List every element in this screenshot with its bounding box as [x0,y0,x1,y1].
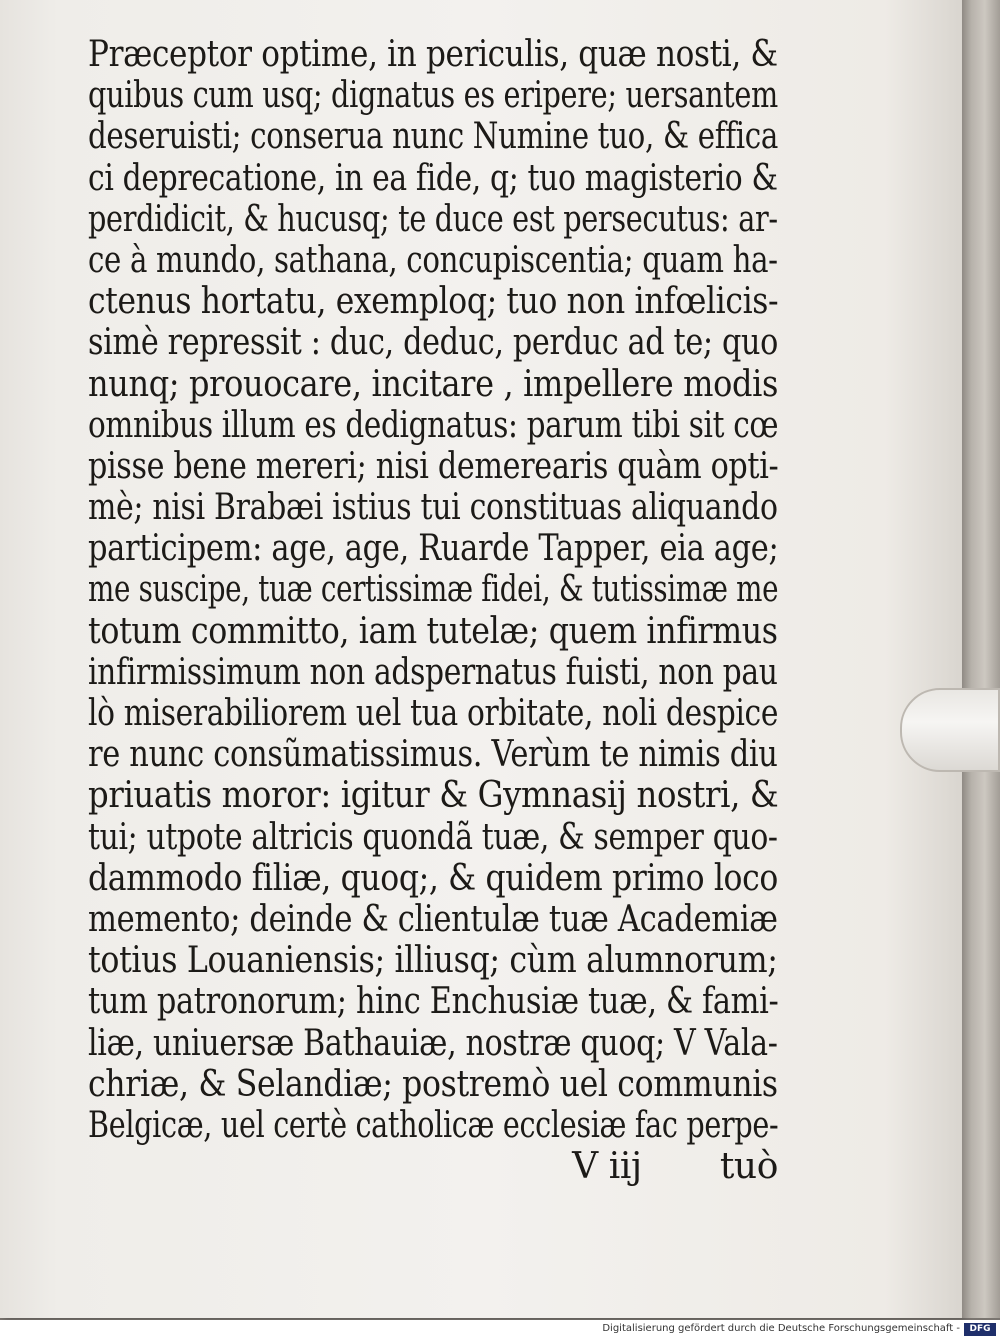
text-line: Belgicæ, uel certè catholicæ ecclesiæ fac perpe- [88,1104,779,1146]
text-line: dammodo filiæ, quoq;, & quidem primo loco [88,857,778,899]
text-line: Præceptor optime, in periculis, quæ nosti, & [88,34,778,75]
footer-bar [0,1320,1000,1340]
catchword: tuò [719,1146,778,1188]
text-line: pisse bene mereri; nisi demerearis quàm opti- [88,445,779,487]
text-line: ci deprecatione, in ea fide, q; tuo magisterio & [88,157,778,199]
footer-credit: Digitalisierung gefördert durch die Deutsche Forschungsgemeinschaft - [602,1323,960,1334]
text-line: ctenus hortatu, exemploq; tuo non infœlicis- [88,281,779,323]
text-line: participem: age, age, Ruarde Tapper, eia age; [88,528,779,570]
page-edge [962,0,1000,1318]
text-line: totius Louaniensis; illiusq; cùm alumnorum; [88,940,778,982]
page-clip [900,688,1000,772]
page-text-block [88,34,778,1187]
text-line: quibus cum usq; dignatus es eripere; uersantem [88,75,778,117]
text-line: omnibus illum es dedignatus: parum tibi sit cœ [88,404,779,446]
text-line: memento; deinde & clientulæ tuæ Academiæ [88,898,778,940]
text-line: infirmissimum non adspernatus fuisti, non pau [88,651,778,693]
text-line: simè repressit : duc, deduc, perduc ad te; quo [88,322,778,364]
text-line: priuatis moror: igitur & Gymnasij nostri, & [88,775,779,817]
signature-mark: V iij [572,1146,642,1188]
text-line: chriæ, & Selandiæ; postremò uel communis [88,1063,778,1105]
text-line: mè; nisi Brabæi istius tui constituas aliquando [88,487,778,529]
text-line: totum committo, iam tutelæ; quem infirmus [88,610,778,652]
text-line: perdidicit, & hucusq; te duce est persecutus: ar- [88,198,778,240]
dfg-logo: DFG [964,1323,996,1336]
text-line: lò miserabiliorem uel tua orbitate, noli despice [88,693,779,734]
text-line: liæ, uniuersæ Bathauiæ, nostræ quoq; V Vala- [88,1022,778,1064]
text-line: me suscipe, tuæ certissimæ fidei, & tutissimæ me [88,569,779,611]
text-line: tum patronorum; hinc Enchusiæ tuæ, & fami- [88,981,779,1023]
text-line: deseruisti; conserua nunc Numine tuo, & effica [88,116,778,158]
signature-line [88,1146,778,1187]
text-line: ce à mundo, sathana, concupiscentia; quam ha- [88,239,778,281]
text-line: re nunc consũmatissimus. Verùm te nimis diu [88,734,778,776]
text-line: nunq; prouocare, incitare , impellere modis [88,363,779,405]
text-line: tui; utpote altricis quondã tuæ, & semper quo- [88,816,778,858]
